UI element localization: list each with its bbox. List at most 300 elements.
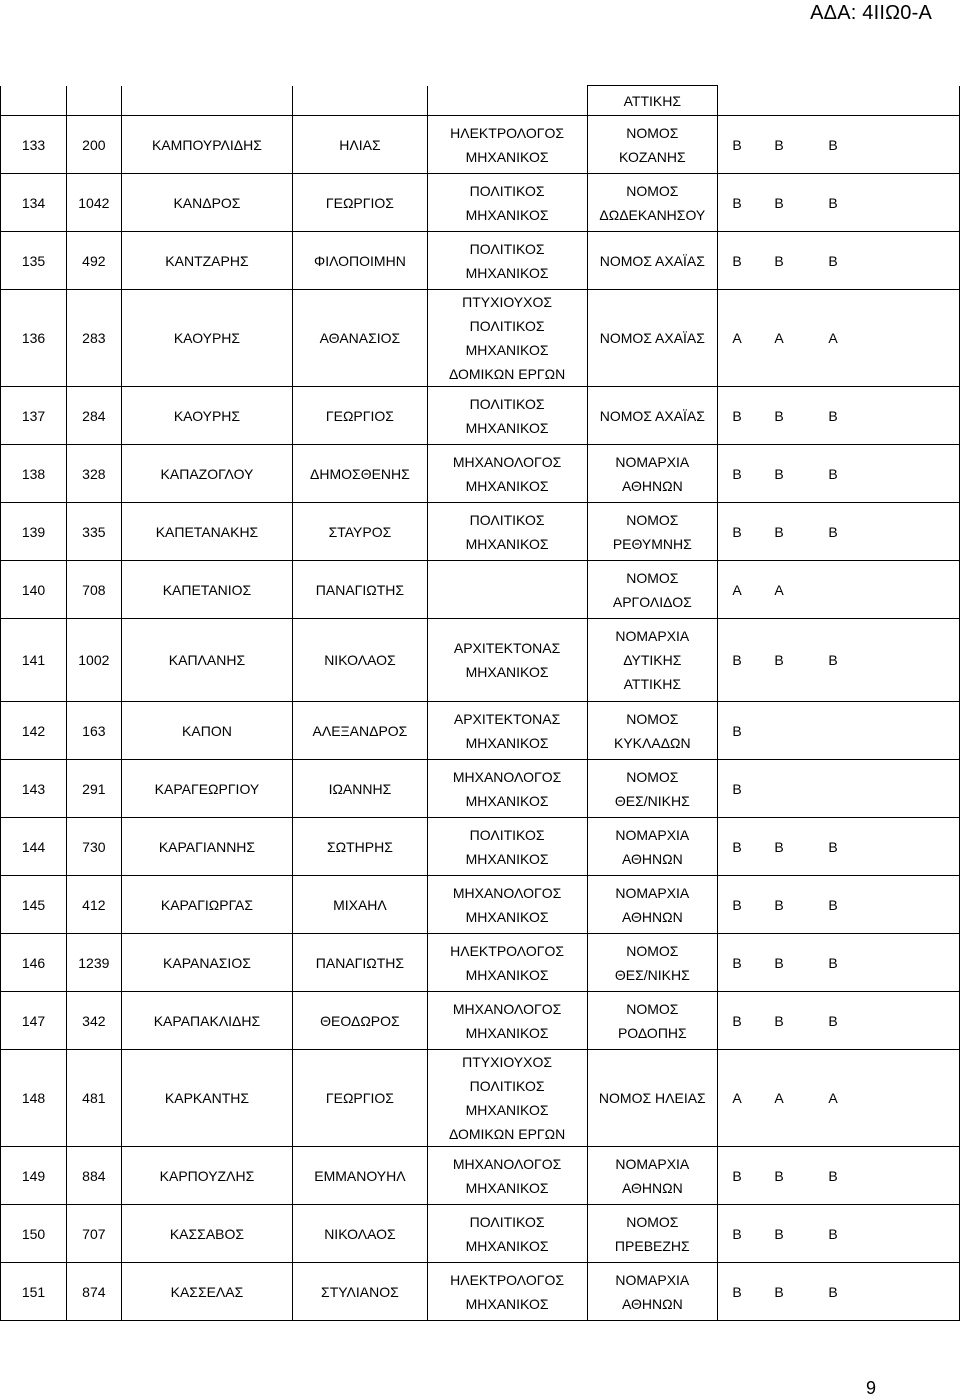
grades <box>718 818 960 876</box>
destination <box>587 445 717 503</box>
specialty-line: ΠΟΛΙΤΙΚΟΣ <box>469 1078 545 1094</box>
grade-mark: Β <box>828 896 838 913</box>
grades <box>718 876 960 934</box>
table-row <box>1 387 960 445</box>
first-name: ΓΕΩΡΓΙΟΣ <box>293 387 427 445</box>
specialty <box>427 760 587 818</box>
grade-mark: Β <box>732 1012 742 1029</box>
destination-line: ΝΟΜΟΣ ΑΧΑΪΑΣ <box>599 407 705 424</box>
grades <box>718 561 960 619</box>
grade-group <box>718 1280 959 1304</box>
specialty-line: ΗΛΕΚΤΡΟΛΟΓΟΣ <box>450 124 564 141</box>
grade-mark: Α <box>774 1090 784 1106</box>
grade-group <box>718 648 959 672</box>
surname: ΚΑΠΛΑΝΗΣ <box>121 619 293 702</box>
table-row <box>1 1050 960 1147</box>
grades <box>718 232 960 290</box>
destination-line: ΝΟΜΑΡΧΙΑ <box>615 453 690 470</box>
grade-mark: Β <box>732 652 742 668</box>
specialty-line: ΜΗΧΑΝΙΚΟΣ <box>465 850 549 867</box>
destination <box>587 1205 717 1263</box>
first-name: ΠΑΝΑΓΙΩΤΗΣ <box>293 934 427 992</box>
grade-group <box>718 326 959 350</box>
grade-mark: Β <box>774 523 784 540</box>
registry-number: 481 <box>67 1050 122 1147</box>
grade-mark: Β <box>774 1225 784 1242</box>
surname: ΚΑΡΑΓΙΩΡΓΑΣ <box>121 876 293 934</box>
grades <box>718 116 960 174</box>
table-row <box>1 1263 960 1321</box>
table-row <box>1 934 960 992</box>
table-row <box>1 1205 960 1263</box>
specialty <box>427 503 587 561</box>
cell-empty <box>427 86 587 116</box>
registry-number: 412 <box>67 876 122 934</box>
grade-group <box>718 578 959 602</box>
specialty <box>427 818 587 876</box>
destination-line: ΔΩΔΕΚΑΝΗΣΟΥ <box>599 206 706 223</box>
table-row <box>1 445 960 503</box>
grade-mark: Β <box>828 652 838 668</box>
specialty-line: ΜΗΧΑΝΟΛΟΓΟΣ <box>452 768 562 785</box>
first-name: ΠΑΝΑΓΙΩΤΗΣ <box>293 561 427 619</box>
destination-line: ΝΟΜΟΣ <box>626 182 679 199</box>
destination <box>587 702 717 760</box>
registry-number: 708 <box>67 561 122 619</box>
first-name: ΣΤΑΥΡΟΣ <box>293 503 427 561</box>
destination-line: ΝΟΜΟΣ <box>626 942 679 959</box>
destination-line: ΑΡΓΟΛΙΔΟΣ <box>612 593 692 610</box>
destination-line: ΝΟΜΟΣ <box>626 710 679 727</box>
table-row <box>1 116 960 174</box>
destination-line: ΠΡΕΒΕΖΗΣ <box>614 1237 690 1254</box>
page-number: 9 <box>866 1378 877 1398</box>
first-name: ΗΛΙΑΣ <box>293 116 427 174</box>
specialty <box>427 934 587 992</box>
surname: ΚΑΟΥΡΗΣ <box>121 387 293 445</box>
row-number: 151 <box>1 1263 67 1321</box>
grade-mark: Β <box>732 1167 742 1184</box>
destination-line: ΑΘΗΝΩΝ <box>621 477 683 494</box>
destination-line: ΑΘΗΝΩΝ <box>621 1179 683 1196</box>
grade-group <box>718 1222 959 1246</box>
registry-number: 874 <box>67 1263 122 1321</box>
grade-mark: Α <box>828 1090 838 1106</box>
table-row <box>1 818 960 876</box>
destination-line: ΑΘΗΝΩΝ <box>621 908 683 925</box>
specialty-line: ΜΗΧΑΝΟΛΟΓΟΣ <box>452 884 562 901</box>
specialty <box>427 232 587 290</box>
grade-mark: Β <box>774 838 784 855</box>
grade-mark: Β <box>828 838 838 855</box>
personnel-table-body <box>1 86 960 1321</box>
grade-group <box>718 462 959 486</box>
cell-empty <box>121 86 293 116</box>
specialty <box>427 702 587 760</box>
first-name: ΑΘΑΝΑΣΙΟΣ <box>293 290 427 387</box>
specialty <box>427 1050 587 1147</box>
row-number: 135 <box>1 232 67 290</box>
grade-group <box>718 777 959 801</box>
destination-line: ΝΟΜΟΣ <box>626 511 679 528</box>
grade-mark: Α <box>774 581 784 598</box>
specialty-line: ΜΗΧΑΝΙΚΟΣ <box>465 148 549 165</box>
destination <box>587 116 717 174</box>
registry-number: 730 <box>67 818 122 876</box>
grade-mark: Β <box>732 1225 742 1242</box>
destination-line: ΘΕΣ/ΝΙΚΗΣ <box>614 792 690 809</box>
table-row <box>1 760 960 818</box>
destination-line: ΚΟΖΑΝΗΣ <box>619 148 686 165</box>
specialty-line: ΜΗΧΑΝΙΚΟΣ <box>465 1102 549 1118</box>
grade-mark: Β <box>774 136 784 153</box>
first-name: ΑΛΕΞΑΝΔΡΟΣ <box>293 702 427 760</box>
first-name: ΝΙΚΟΛΑΟΣ <box>293 619 427 702</box>
surname: ΚΑΝΤΖΑΡΗΣ <box>121 232 293 290</box>
grade-group <box>718 893 959 917</box>
grade-mark: Β <box>774 407 784 424</box>
first-name: ΣΩΤΗΡΗΣ <box>293 818 427 876</box>
first-name: ΙΩΑΝΝΗΣ <box>293 760 427 818</box>
specialty-line: ΠΟΛΙΤΙΚΟΣ <box>469 182 545 199</box>
grade-mark: Β <box>732 252 742 269</box>
cell-empty <box>718 86 960 116</box>
destination <box>587 503 717 561</box>
grade-group <box>718 249 959 273</box>
grade-mark: Β <box>828 252 838 269</box>
row-number: 145 <box>1 876 67 934</box>
specialty-line: ΠΤΥΧΙΟΥΧΟΣ <box>462 294 553 310</box>
grades <box>718 760 960 818</box>
grade-mark: Β <box>732 136 742 153</box>
row-number: 148 <box>1 1050 67 1147</box>
grades <box>718 1147 960 1205</box>
destination <box>587 1263 717 1321</box>
row-number: 147 <box>1 992 67 1050</box>
specialty-line: ΜΗΧΑΝΙΚΟΣ <box>465 477 549 494</box>
specialty-line: ΠΟΛΙΤΙΚΟΣ <box>469 826 545 843</box>
surname: ΚΑΡΑΓΙΑΝΝΗΣ <box>121 818 293 876</box>
specialty-line: ΗΛΕΚΤΡΟΛΟΓΟΣ <box>450 1271 564 1288</box>
grade-mark: Β <box>774 1167 784 1184</box>
destination-line: ΘΕΣ/ΝΙΚΗΣ <box>614 966 690 983</box>
first-name: ΔΗΜΟΣΘΕΝΗΣ <box>293 445 427 503</box>
row-number: 140 <box>1 561 67 619</box>
destination-line: ΝΟΜΑΡΧΙΑ <box>615 1271 690 1288</box>
specialty <box>427 387 587 445</box>
row-number: 143 <box>1 760 67 818</box>
registry-number: 884 <box>67 1147 122 1205</box>
registry-number: 291 <box>67 760 122 818</box>
grade-mark: Α <box>732 330 742 346</box>
specialty <box>427 619 587 702</box>
specialty <box>427 1263 587 1321</box>
first-name: ΣΤΥΛΙΑΝΟΣ <box>293 1263 427 1321</box>
specialty-line: ΜΗΧΑΝΙΚΟΣ <box>465 419 549 436</box>
registry-number: 1239 <box>67 934 122 992</box>
grade-mark: Β <box>732 407 742 424</box>
specialty-line: ΠΟΛΙΤΙΚΟΣ <box>469 395 545 412</box>
table-row <box>1 290 960 387</box>
surname: ΚΑΠΕΤΑΝΑΚΗΣ <box>121 503 293 561</box>
grade-mark: Β <box>732 1283 742 1300</box>
grades <box>718 992 960 1050</box>
registry-number: 342 <box>67 992 122 1050</box>
surname: ΚΑΡΑΠΑΚΛΙΔΗΣ <box>121 992 293 1050</box>
destination <box>587 290 717 387</box>
specialty-line: ΠΟΛΙΤΙΚΟΣ <box>469 240 545 257</box>
specialty-line: ΗΛΕΚΤΡΟΛΟΓΟΣ <box>450 942 564 959</box>
destination-line: ΝΟΜΟΣ ΗΛΕΙΑΣ <box>598 1090 706 1106</box>
grades <box>718 387 960 445</box>
first-name: ΓΕΩΡΓΙΟΣ <box>293 174 427 232</box>
row-number: 150 <box>1 1205 67 1263</box>
grade-mark: Β <box>828 1225 838 1242</box>
grade-mark: Β <box>732 722 742 739</box>
grade-mark: Β <box>774 1283 784 1300</box>
destination <box>587 818 717 876</box>
row-number: 134 <box>1 174 67 232</box>
destination <box>587 1050 717 1147</box>
specialty-line: ΜΗΧΑΝΙΚΟΣ <box>465 535 549 552</box>
grades <box>718 934 960 992</box>
personnel-table <box>0 85 960 1321</box>
grades <box>718 619 960 702</box>
surname: ΚΑΡΑΓΕΩΡΓΙΟΥ <box>121 760 293 818</box>
grade-group <box>718 1009 959 1033</box>
destination <box>587 232 717 290</box>
registry-number: 200 <box>67 116 122 174</box>
first-name: ΦΙΛΟΠΟΙΜΗΝ <box>293 232 427 290</box>
grade-mark: Β <box>774 1012 784 1029</box>
grade-mark: Α <box>774 330 784 346</box>
grade-mark: Β <box>774 194 784 211</box>
specialty-line: ΔΟΜΙΚΩΝ ΕΡΓΩΝ <box>448 366 566 382</box>
row-number: 142 <box>1 702 67 760</box>
grade-mark: Β <box>732 954 742 971</box>
first-name: ΝΙΚΟΛΑΟΣ <box>293 1205 427 1263</box>
first-name: ΜΙΧΑΗΛ <box>293 876 427 934</box>
row-number: 133 <box>1 116 67 174</box>
specialty-line: ΠΟΛΙΤΙΚΟΣ <box>469 511 545 528</box>
registry-number: 163 <box>67 702 122 760</box>
surname: ΚΑΡΠΟΥΖΛΗΣ <box>121 1147 293 1205</box>
surname: ΚΑΡΑΝΑΣΙΟΣ <box>121 934 293 992</box>
destination-line: ΡΟΔΟΠΗΣ <box>617 1024 687 1041</box>
specialty <box>427 876 587 934</box>
row-number: 137 <box>1 387 67 445</box>
grades <box>718 174 960 232</box>
registry-number: 707 <box>67 1205 122 1263</box>
grade-mark: Β <box>828 954 838 971</box>
destination <box>587 387 717 445</box>
grade-mark: Β <box>732 523 742 540</box>
destination-line: ΝΟΜΑΡΧΙΑ <box>615 628 690 644</box>
destination-line: ΝΟΜΑΡΧΙΑ <box>615 884 690 901</box>
destination <box>587 876 717 934</box>
destination-line: ΝΟΜΟΣ <box>626 768 679 785</box>
ada-code: ΑΔΑ: 4ΙΙΩ0-Α <box>810 2 932 24</box>
destination-line: ΚΥΚΛΑΔΩΝ <box>614 734 691 751</box>
grade-mark: Β <box>828 1167 838 1184</box>
grades <box>718 445 960 503</box>
grade-mark: Β <box>732 780 742 797</box>
surname: ΚΑΡΚΑΝΤΗΣ <box>121 1050 293 1147</box>
grade-group <box>718 191 959 215</box>
grade-mark: Β <box>774 652 784 668</box>
surname: ΚΑΣΣΑΒΟΣ <box>121 1205 293 1263</box>
grade-group <box>718 520 959 544</box>
grade-mark: Β <box>828 194 838 211</box>
continuation-row <box>1 86 960 116</box>
table-row <box>1 503 960 561</box>
specialty-line: ΜΗΧΑΝΙΚΟΣ <box>465 664 549 680</box>
registry-number: 335 <box>67 503 122 561</box>
destination-line: ΡΕΘΥΜΝΗΣ <box>612 535 692 552</box>
specialty-line: ΜΗΧΑΝΙΚΟΣ <box>465 1024 549 1041</box>
row-number: 141 <box>1 619 67 702</box>
grade-mark: Β <box>732 896 742 913</box>
cell-empty <box>67 86 122 116</box>
grade-group <box>718 719 959 743</box>
specialty-line: ΜΗΧΑΝΙΚΟΣ <box>465 206 549 223</box>
grade-mark: Α <box>828 330 838 346</box>
table-row <box>1 232 960 290</box>
grades <box>718 1263 960 1321</box>
grade-mark: Β <box>774 465 784 482</box>
first-name: ΓΕΩΡΓΙΟΣ <box>293 1050 427 1147</box>
table-row <box>1 174 960 232</box>
specialty-line: ΜΗΧΑΝΙΚΟΣ <box>465 1295 549 1312</box>
cell-empty <box>1 86 67 116</box>
table-row <box>1 561 960 619</box>
grade-group <box>718 1086 959 1110</box>
registry-number: 492 <box>67 232 122 290</box>
table-row <box>1 876 960 934</box>
destination <box>587 934 717 992</box>
grades <box>718 290 960 387</box>
specialty-line: ΜΗΧΑΝΟΛΟΓΟΣ <box>452 1000 562 1017</box>
row-number: 146 <box>1 934 67 992</box>
surname: ΚΑΠΟΝ <box>121 702 293 760</box>
specialty-line: ΜΗΧΑΝΙΚΟΣ <box>465 1237 549 1254</box>
specialty <box>427 116 587 174</box>
grades <box>718 1205 960 1263</box>
destination-line: ΑΘΗΝΩΝ <box>621 850 683 867</box>
grade-mark: Α <box>732 1090 742 1106</box>
grade-group <box>718 951 959 975</box>
destination-line: ΔΥΤΙΚΗΣ <box>623 652 682 668</box>
specialty <box>427 290 587 387</box>
surname: ΚΑΜΠΟΥΡΛΙΔΗΣ <box>121 116 293 174</box>
specialty <box>427 174 587 232</box>
table-row <box>1 1147 960 1205</box>
specialty-line: ΜΗΧΑΝΙΚΟΣ <box>465 734 549 751</box>
destination-line: ΝΟΜΑΡΧΙΑ <box>615 1155 690 1172</box>
surname: ΚΑΟΥΡΗΣ <box>121 290 293 387</box>
row-number: 138 <box>1 445 67 503</box>
specialty-line: ΔΟΜΙΚΩΝ ΕΡΓΩΝ <box>448 1126 566 1142</box>
specialty <box>427 992 587 1050</box>
specialty-line: ΜΗΧΑΝΙΚΟΣ <box>465 264 549 281</box>
row-number: 136 <box>1 290 67 387</box>
grade-mark: Β <box>774 954 784 971</box>
specialty-line: ΜΗΧΑΝΙΚΟΣ <box>465 1179 549 1196</box>
grade-mark: Β <box>828 136 838 153</box>
grade-group <box>718 835 959 859</box>
surname: ΚΑΠΕΤΑΝΙΟΣ <box>121 561 293 619</box>
grade-mark: Β <box>732 838 742 855</box>
destination-line: ΝΟΜΟΣ ΑΧΑΪΑΣ <box>599 330 705 346</box>
specialty-line: ΜΗΧΑΝΙΚΟΣ <box>465 792 549 809</box>
grade-mark: Β <box>732 465 742 482</box>
grade-mark: Β <box>828 523 838 540</box>
specialty-line: ΠΟΛΙΤΙΚΟΣ <box>469 318 545 334</box>
grade-mark: Β <box>828 465 838 482</box>
table-row <box>1 619 960 702</box>
destination-line: ΝΟΜΟΣ <box>626 569 679 586</box>
grade-group <box>718 404 959 428</box>
first-name: ΘΕΟΔΩΡΟΣ <box>293 992 427 1050</box>
destination <box>587 174 717 232</box>
specialty-line: ΑΡΧΙΤΕΚΤΟΝΑΣ <box>453 710 561 727</box>
specialty-line: ΠΤΥΧΙΟΥΧΟΣ <box>462 1054 553 1070</box>
cell-empty <box>293 86 427 116</box>
grade-mark: Β <box>828 407 838 424</box>
grade-group <box>718 1164 959 1188</box>
table-row <box>1 702 960 760</box>
registry-number: 283 <box>67 290 122 387</box>
specialty <box>427 445 587 503</box>
row-number: 144 <box>1 818 67 876</box>
registry-number: 1042 <box>67 174 122 232</box>
destination-line: ΑΤΤΙΚΗΣ <box>623 676 682 692</box>
specialty-line: ΠΟΛΙΤΙΚΟΣ <box>469 1213 545 1230</box>
registry-number: 284 <box>67 387 122 445</box>
grades <box>718 702 960 760</box>
destination-line: ΝΟΜΟΣ <box>626 1213 679 1230</box>
surname: ΚΑΠΑΖΟΓΛΟΥ <box>121 445 293 503</box>
destination <box>587 561 717 619</box>
row-number: 139 <box>1 503 67 561</box>
destination-line: ΑΘΗΝΩΝ <box>621 1295 683 1312</box>
surname: ΚΑΣΣΕΛΑΣ <box>121 1263 293 1321</box>
grades <box>718 1050 960 1147</box>
grade-mark: Β <box>828 1012 838 1029</box>
registry-number: 1002 <box>67 619 122 702</box>
grade-mark: Β <box>732 194 742 211</box>
specialty-line: ΜΗΧΑΝΟΛΟΓΟΣ <box>452 453 562 470</box>
grade-mark: Β <box>774 252 784 269</box>
destination-line: ΝΟΜΑΡΧΙΑ <box>615 826 690 843</box>
specialty-line: ΜΗΧΑΝΙΚΟΣ <box>465 908 549 925</box>
specialty-line: ΑΡΧΙΤΕΚΤΟΝΑΣ <box>453 640 561 656</box>
destination <box>587 1147 717 1205</box>
specialty <box>427 561 587 619</box>
specialty <box>427 1147 587 1205</box>
grade-group <box>718 133 959 157</box>
specialty-line: ΜΗΧΑΝΟΛΟΓΟΣ <box>452 1155 562 1172</box>
continuation-destination: ΑΤΤΙΚΗΣ <box>587 86 717 116</box>
row-number: 149 <box>1 1147 67 1205</box>
destination <box>587 760 717 818</box>
grade-mark: Α <box>732 581 742 598</box>
surname: ΚΑΝΔΡΟΣ <box>121 174 293 232</box>
destination-line: ΝΟΜΟΣ <box>626 1000 679 1017</box>
specialty-line: ΜΗΧΑΝΙΚΟΣ <box>465 342 549 358</box>
grade-mark: Β <box>828 1283 838 1300</box>
registry-number: 328 <box>67 445 122 503</box>
